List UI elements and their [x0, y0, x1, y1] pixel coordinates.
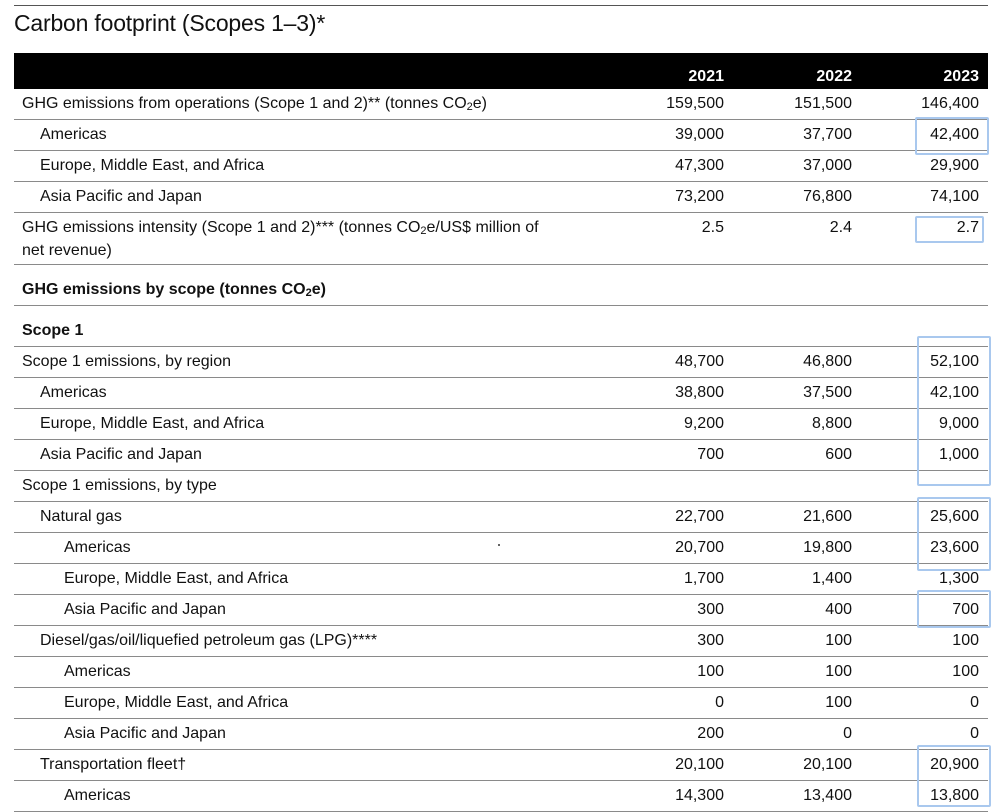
cell-2021: 0 — [715, 694, 724, 711]
table-row — [14, 440, 988, 471]
row-label: Asia Pacific and Japan — [64, 601, 226, 618]
column-header-2021: 2021 — [688, 68, 724, 85]
row-label: GHG emissions by scope (tonnes $CO_2e$) — [22, 281, 326, 299]
table-row — [14, 89, 988, 120]
cell-2021: 200 — [697, 725, 724, 742]
cell-2022: 0 — [843, 725, 852, 742]
cell-2021: 22,700 — [675, 508, 724, 525]
table-row — [14, 595, 988, 626]
cell-2023: 9,000 — [938, 415, 979, 432]
row-label: Americas — [64, 539, 131, 556]
row-label: Scope 1 — [22, 322, 84, 339]
table-row — [14, 688, 988, 719]
cell-2021: 20,700 — [675, 539, 724, 556]
cell-2021: 300 — [697, 632, 724, 649]
cell-2021: 700 — [697, 446, 724, 463]
cell-2023: 0 — [970, 694, 979, 711]
cell-2022: 37,700 — [803, 126, 852, 143]
cell-2023: 20,900 — [930, 756, 979, 773]
table-row — [14, 502, 988, 533]
cell-2023: 700 — [952, 601, 979, 618]
cell-2021: 20,100 — [675, 756, 724, 773]
cell-2022: 151,500 — [794, 95, 852, 112]
table-row — [14, 781, 988, 812]
cell-2022: 600 — [825, 446, 852, 463]
row-label: Europe, Middle East, and Africa — [64, 694, 289, 711]
cell-2021: 1,700 — [683, 570, 724, 587]
cell-2023: 13,800 — [930, 787, 979, 804]
cell-2023: 23,600 — [930, 539, 979, 556]
column-header-2023: 2023 — [943, 68, 979, 85]
table-row — [14, 151, 988, 182]
table-row — [14, 182, 988, 213]
cell-2021: 100 — [697, 663, 724, 680]
row-label: Europe, Middle East, and Africa — [64, 570, 289, 587]
cell-2021: 73,200 — [675, 188, 724, 205]
table-row — [14, 657, 988, 688]
row-label: Americas — [64, 787, 131, 804]
cell-2022: 8,800 — [811, 415, 852, 432]
row-label: Americas — [40, 384, 107, 401]
cell-2023: 100 — [952, 663, 979, 680]
table-row — [14, 347, 988, 378]
table-row — [14, 471, 988, 502]
cell-2022: 21,600 — [803, 508, 852, 525]
cell-2022: 2.4 — [829, 219, 852, 236]
section-header-row — [14, 306, 988, 347]
row-label: Asia Pacific and Japan — [40, 446, 202, 463]
cell-2023: 146,400 — [921, 95, 979, 112]
cell-2023: 52,100 — [930, 353, 979, 370]
table-header — [14, 53, 988, 89]
table-row — [14, 564, 988, 595]
table-row — [14, 533, 988, 564]
table-row — [14, 719, 988, 750]
carbon-footprint-table — [14, 53, 988, 812]
cell-2022: 100 — [825, 663, 852, 680]
cell-2023: 74,100 — [930, 188, 979, 205]
cell-2021: 300 — [697, 601, 724, 618]
row-label: Diesel/gas/oil/liquefied petroleum gas (LPG)**** — [40, 632, 378, 649]
top-divider — [14, 5, 988, 6]
cell-2021: 14,300 — [675, 787, 724, 804]
cell-2023: 42,400 — [930, 126, 979, 143]
cell-2022: 19,800 — [803, 539, 852, 556]
row-label: Americas — [40, 126, 107, 143]
cell-2021: 159,500 — [666, 95, 724, 112]
cell-2022: 400 — [825, 601, 852, 618]
cell-2021: 2.5 — [701, 219, 724, 236]
stray-dot — [498, 544, 500, 546]
table-row — [14, 750, 988, 781]
row-label: Asia Pacific and Japan — [64, 725, 226, 742]
table-row — [14, 626, 988, 657]
table-row — [14, 409, 988, 440]
cell-2022: 46,800 — [803, 353, 852, 370]
table-row — [14, 378, 988, 409]
cell-2023: 42,100 — [930, 384, 979, 401]
cell-2021: 9,200 — [683, 415, 724, 432]
cell-2023: 25,600 — [930, 508, 979, 525]
row-label: Transportation fleet† — [40, 756, 187, 773]
row-label: Americas — [64, 663, 131, 680]
cell-2022: 37,000 — [803, 157, 852, 174]
cell-2023: 1,000 — [938, 446, 979, 463]
page-title: Carbon footprint (Scopes 1–3)* — [14, 10, 326, 36]
cell-2021: 39,000 — [675, 126, 724, 143]
cell-2021: 38,800 — [675, 384, 724, 401]
table-body — [14, 89, 988, 812]
row-label: Europe, Middle East, and Africa — [40, 415, 265, 432]
row-label: GHG emissions intensity (Scope 1 and 2)*** (tonnes $CO_2e/US\$$ million of net revenue) — [22, 219, 539, 259]
table-row — [14, 120, 988, 151]
cell-2022: 20,100 — [803, 756, 852, 773]
cell-2021: 47,300 — [675, 157, 724, 174]
section-header-row — [14, 265, 988, 306]
row-label: Scope 1 emissions, by region — [22, 353, 231, 370]
cell-2022: 100 — [825, 632, 852, 649]
cell-2022: 76,800 — [803, 188, 852, 205]
row-label: Scope 1 emissions, by type — [22, 477, 217, 494]
row-label: GHG emissions from operations (Scope 1 and 2)** (tonnes $CO_2e$) — [22, 95, 487, 113]
cell-2022: 100 — [825, 694, 852, 711]
cell-2023: 29,900 — [930, 157, 979, 174]
row-label: Natural gas — [40, 508, 122, 525]
cell-2022: 37,500 — [803, 384, 852, 401]
row-label: Europe, Middle East, and Africa — [40, 157, 265, 174]
cell-2022: 1,400 — [811, 570, 852, 587]
row-label: Asia Pacific and Japan — [40, 188, 202, 205]
cell-2022: 13,400 — [803, 787, 852, 804]
table-row — [14, 213, 988, 265]
cell-2023: 1,300 — [938, 570, 979, 587]
cell-2023: 2.7 — [956, 219, 979, 236]
column-header-2022: 2022 — [816, 68, 852, 85]
cell-2023: 100 — [952, 632, 979, 649]
cell-2023: 0 — [970, 725, 979, 742]
cell-2021: 48,700 — [675, 353, 724, 370]
